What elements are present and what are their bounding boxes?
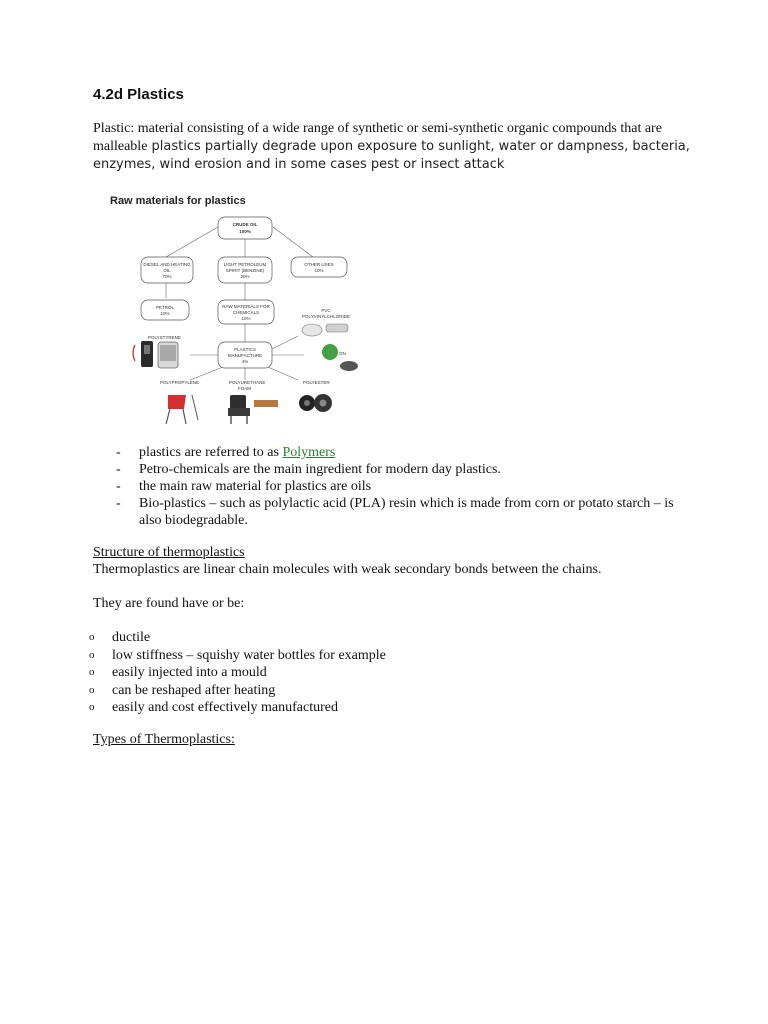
svg-text:DIESEL AND HEATING: DIESEL AND HEATING	[143, 262, 191, 267]
list-item: - Petro-chemicals are the main ingredient for modern day plastics.	[116, 462, 501, 477]
list-item: o easily injected into a mould	[89, 665, 267, 680]
intro-paragraph	[93, 120, 693, 174]
types-title: Types of Thermoplastics:	[93, 732, 235, 747]
svg-text:LIGHT PETROLEUM: LIGHT PETROLEUM	[223, 262, 267, 267]
node-petrol	[141, 300, 189, 320]
svg-text:20%: 20%	[240, 274, 250, 279]
label-polyurethane: POLYURETHANE	[229, 380, 266, 385]
list-item: o low stiffness – squishy water bottles for example	[89, 647, 386, 663]
label-polyester: POLYESTER	[303, 380, 330, 385]
node-light-petroleum	[218, 257, 272, 283]
list-item: - the main raw material for plastics are oils	[116, 479, 372, 494]
node-raw-materials	[218, 300, 274, 324]
red-chair-picture	[166, 395, 198, 424]
node-crude-oil	[218, 217, 272, 239]
list-item: - Bio-plastics – such as polylactic acid (PLA) resin which is made from corn or potato starch – is also biodegradable.	[116, 496, 674, 528]
node-plastics-manufacture	[218, 342, 272, 368]
gears-picture	[299, 394, 332, 412]
list-item: o can be reshaped after heating	[89, 682, 276, 698]
svg-text:OIL: OIL	[163, 268, 171, 273]
svg-text:70%: 70%	[162, 274, 172, 279]
svg-text:PLASTICS: PLASTICS	[234, 347, 256, 352]
node-diesel	[141, 257, 193, 283]
found-intro: They are found have or be:	[93, 596, 245, 611]
svg-text:RAW MATERIALS FOR: RAW MATERIALS FOR	[222, 304, 270, 309]
svg-text:10%: 10%	[314, 268, 324, 273]
intro-definition: Plastic: material consisting of a wide range of synthetic or semi-synthetic organic compounds that are malleable	[93, 121, 662, 154]
svg-text:SPIRIT (BENZINE): SPIRIT (BENZINE)	[225, 268, 265, 273]
label-polystyrene: POLYSTYRENE	[148, 335, 181, 340]
structure-title: Structure of thermoplastics	[93, 545, 245, 560]
node-other-uses	[291, 257, 347, 277]
pvc-objects-picture	[302, 324, 358, 371]
label-pvc-full: POLYVINYLCHLORIDE	[302, 314, 350, 319]
diagram-title: Raw materials for plastics	[110, 195, 246, 207]
phone-and-bin-picture	[133, 341, 178, 368]
intro-degradation: plastics partially degrade upon exposure to sunlight, water or dampness, bacteria, enzymes, wind erosion and in some cases pest or insect attack	[93, 139, 690, 172]
raw-materials-diagram	[108, 190, 370, 428]
svg-text:PETROL: PETROL	[155, 305, 175, 310]
polymers-link[interactable]: Polymers	[282, 445, 336, 460]
list-item: o ductile	[89, 630, 151, 645]
label-polypropylene: POLYPROPYLENE	[160, 380, 200, 385]
armchair-and-foam-picture	[228, 395, 278, 424]
svg-text:CHEMICALS: CHEMICALS	[232, 310, 260, 315]
label-foam: FOAM	[238, 386, 251, 391]
list-item: - plastics are referred to as Polymers	[116, 445, 336, 460]
properties-list	[89, 629, 386, 717]
structure-text: Thermoplastics are linear chain molecules with weak secondary bonds between the chains.	[93, 562, 602, 577]
svg-text:MANUFACTURE: MANUFACTURE	[227, 353, 263, 358]
section-heading: 4.2d Plastics	[93, 86, 184, 103]
svg-text:CRUDE OIL: CRUDE OIL	[232, 222, 258, 227]
label-on: ON	[339, 351, 346, 356]
svg-text:100%: 100%	[239, 229, 251, 234]
plastics-facts-list	[93, 444, 693, 529]
label-pvc: PVC	[321, 308, 331, 313]
svg-text:4%: 4%	[241, 359, 249, 364]
list-item: o easily and cost effectively manufactured	[89, 700, 338, 715]
svg-text:10%: 10%	[241, 316, 251, 321]
svg-text:OTHER USES: OTHER USES	[304, 262, 334, 267]
svg-text:10%: 10%	[160, 311, 170, 316]
